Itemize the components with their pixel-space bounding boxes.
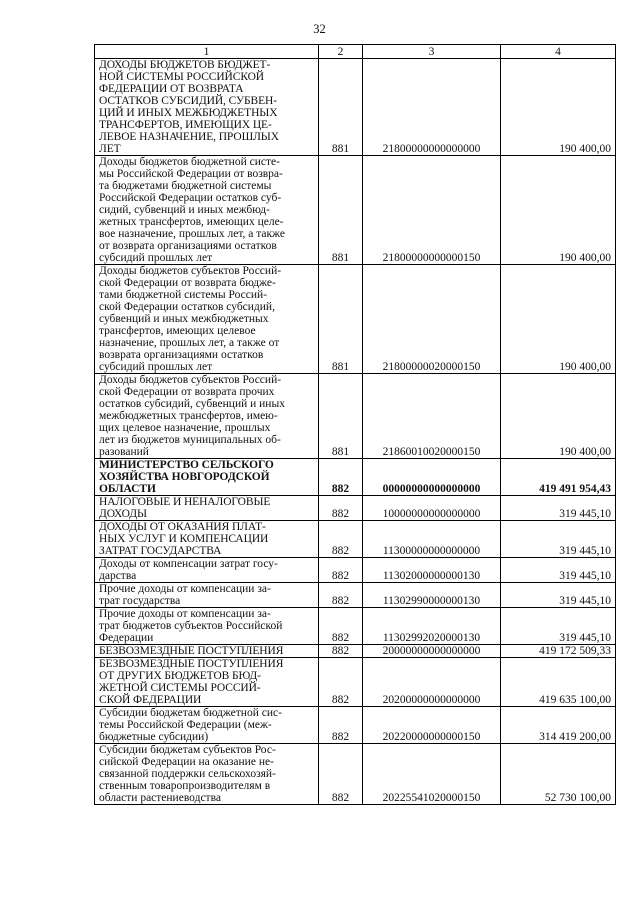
table-row: [95, 658, 616, 707]
row-admin-code-cell: 882: [319, 744, 363, 805]
row-amount-cell: 190 400,00: [501, 265, 616, 374]
row-name-cell: Доходы бюджетов бюджетной систе- мы Российской Федерации от возвра- та бюджетами бюджетной системы Российской Федерации остатков суб- сидий, субвенций и иных межбюд- жетных трансфертов, имеющих целе- вое назначение, прошлых лет, а также от возврата организациями остатков субсидий прошлых лет: [95, 156, 319, 265]
table-row: [95, 558, 616, 583]
column-header-amount: 4: [501, 45, 616, 59]
table-row: [95, 496, 616, 521]
row-amount-cell: 314 419 200,00: [501, 707, 616, 744]
row-amount-cell: 419 635 100,00: [501, 658, 616, 707]
table-body: [95, 59, 616, 805]
row-admin-code-cell: 881: [319, 265, 363, 374]
row-admin-code-cell: 882: [319, 558, 363, 583]
row-admin-code-cell: 882: [319, 707, 363, 744]
row-amount-cell: 190 400,00: [501, 374, 616, 459]
row-budget-code-cell: 20225541020000150: [363, 744, 501, 805]
table-row: [95, 583, 616, 608]
row-budget-code-cell: 21800000000000000: [363, 59, 501, 156]
row-amount-cell: 319 445,10: [501, 608, 616, 645]
row-admin-code-cell: 882: [319, 608, 363, 645]
row-admin-code-cell: 882: [319, 583, 363, 608]
row-admin-code-cell: 882: [319, 496, 363, 521]
row-name-cell: НАЛОГОВЫЕ И НЕНАЛОГОВЫЕ ДОХОДЫ: [95, 496, 319, 521]
row-amount-cell: 419 172 509,33: [501, 645, 616, 658]
row-budget-code-cell: 11300000000000000: [363, 521, 501, 558]
row-name-cell: Прочие доходы от компенсации за- трат государства: [95, 583, 319, 608]
row-amount-cell: 319 445,10: [501, 521, 616, 558]
column-header-admin: 2: [319, 45, 363, 59]
row-budget-code-cell: 21800000000000150: [363, 156, 501, 265]
row-amount-cell: 319 445,10: [501, 583, 616, 608]
row-budget-code-cell: 20220000000000150: [363, 707, 501, 744]
row-budget-code-cell: 00000000000000000: [363, 459, 501, 496]
page-number: 32: [313, 22, 326, 36]
row-name-cell: БЕЗВОЗМЕЗДНЫЕ ПОСТУПЛЕНИЯ ОТ ДРУГИХ БЮДЖЕТОВ БЮД- ЖЕТНОЙ СИСТЕМЫ РОССИЙ- СКОЙ ФЕДЕРАЦИИ: [95, 658, 319, 707]
row-name-cell: Субсидии бюджетам субъектов Рос- сийской Федерации на оказание не- связанной поддержки сельскохозяй- ственным товаропроизводителям в области растениеводства: [95, 744, 319, 805]
row-amount-cell: 190 400,00: [501, 156, 616, 265]
table-row: [95, 156, 616, 265]
row-name-cell: Субсидии бюджетам бюджетной сис- темы Российской Федерации (меж- бюджетные субсидии): [95, 707, 319, 744]
table-row: [95, 265, 616, 374]
row-admin-code-cell: 882: [319, 645, 363, 658]
row-budget-code-cell: 11302992020000130: [363, 608, 501, 645]
table-row: [95, 59, 616, 156]
row-budget-code-cell: 11302990000000130: [363, 583, 501, 608]
row-admin-code-cell: 881: [319, 59, 363, 156]
table-row: [95, 459, 616, 496]
row-budget-code-cell: 20200000000000000: [363, 658, 501, 707]
row-amount-cell: 419 491 954,43: [501, 459, 616, 496]
row-name-cell: ДОХОДЫ БЮДЖЕТОВ БЮДЖЕТ- НОЙ СИСТЕМЫ РОССИЙСКОЙ ФЕДЕРАЦИИ ОТ ВОЗВРАТА ОСТАТКОВ СУБСИДИЙ, СУБВЕН- ЦИЙ И ИНЫХ МЕЖБЮДЖЕТНЫХ ТРАНСФЕРТОВ, ИМЕЮЩИХ ЦЕ- ЛЕВОЕ НАЗНАЧЕНИЕ, ПРОШЛЫХ ЛЕТ: [95, 59, 319, 156]
row-admin-code-cell: 882: [319, 521, 363, 558]
table-row: [95, 521, 616, 558]
table-row: [95, 374, 616, 459]
row-name-cell: МИНИСТЕРСТВО СЕЛЬСКОГО ХОЗЯЙСТВА НОВГОРОДСКОЙ ОБЛАСТИ: [95, 459, 319, 496]
row-admin-code-cell: 881: [319, 374, 363, 459]
row-admin-code-cell: 881: [319, 156, 363, 265]
row-amount-cell: 319 445,10: [501, 558, 616, 583]
column-header-code: 3: [363, 45, 501, 59]
column-header-name: 1: [95, 45, 319, 59]
table-header-row: [95, 45, 616, 59]
row-budget-code-cell: 11302000000000130: [363, 558, 501, 583]
table-row: [95, 744, 616, 805]
table-row: [95, 645, 616, 658]
row-amount-cell: 190 400,00: [501, 59, 616, 156]
row-name-cell: Доходы от компенсации затрат госу- дарства: [95, 558, 319, 583]
row-name-cell: Доходы бюджетов субъектов Россий- ской Федерации от возврата прочих остатков субсидий, субвенций и иных межбюджетных трансфертов, имею- щих целевое назначение, прошлых лет из бюджетов муниципальных об- разований: [95, 374, 319, 459]
row-budget-code-cell: 10000000000000000: [363, 496, 501, 521]
row-amount-cell: 319 445,10: [501, 496, 616, 521]
budget-revenue-table: [94, 44, 616, 805]
row-name-cell: БЕЗВОЗМЕЗДНЫЕ ПОСТУПЛЕНИЯ: [95, 645, 319, 658]
row-budget-code-cell: 20000000000000000: [363, 645, 501, 658]
row-admin-code-cell: 882: [319, 459, 363, 496]
row-budget-code-cell: 21800000020000150: [363, 265, 501, 374]
row-name-cell: Прочие доходы от компенсации за- трат бюджетов субъектов Российской Федерации: [95, 608, 319, 645]
row-amount-cell: 52 730 100,00: [501, 744, 616, 805]
table-row: [95, 707, 616, 744]
row-admin-code-cell: 882: [319, 658, 363, 707]
row-name-cell: Доходы бюджетов субъектов Россий- ской Федерации от возврата бюдже- тами бюджетной системы Россий- ской Федерации остатков субсидий, субвенций и иных межбюджетных трансфертов, имеющих целевое назначение, прошлых лет, а также от возврата организациями остатков субсидий прошлых лет: [95, 265, 319, 374]
row-name-cell: ДОХОДЫ ОТ ОКАЗАНИЯ ПЛАТ- НЫХ УСЛУГ И КОМПЕНСАЦИИ ЗАТРАТ ГОСУДАРСТВА: [95, 521, 319, 558]
row-budget-code-cell: 21860010020000150: [363, 374, 501, 459]
table-row: [95, 608, 616, 645]
